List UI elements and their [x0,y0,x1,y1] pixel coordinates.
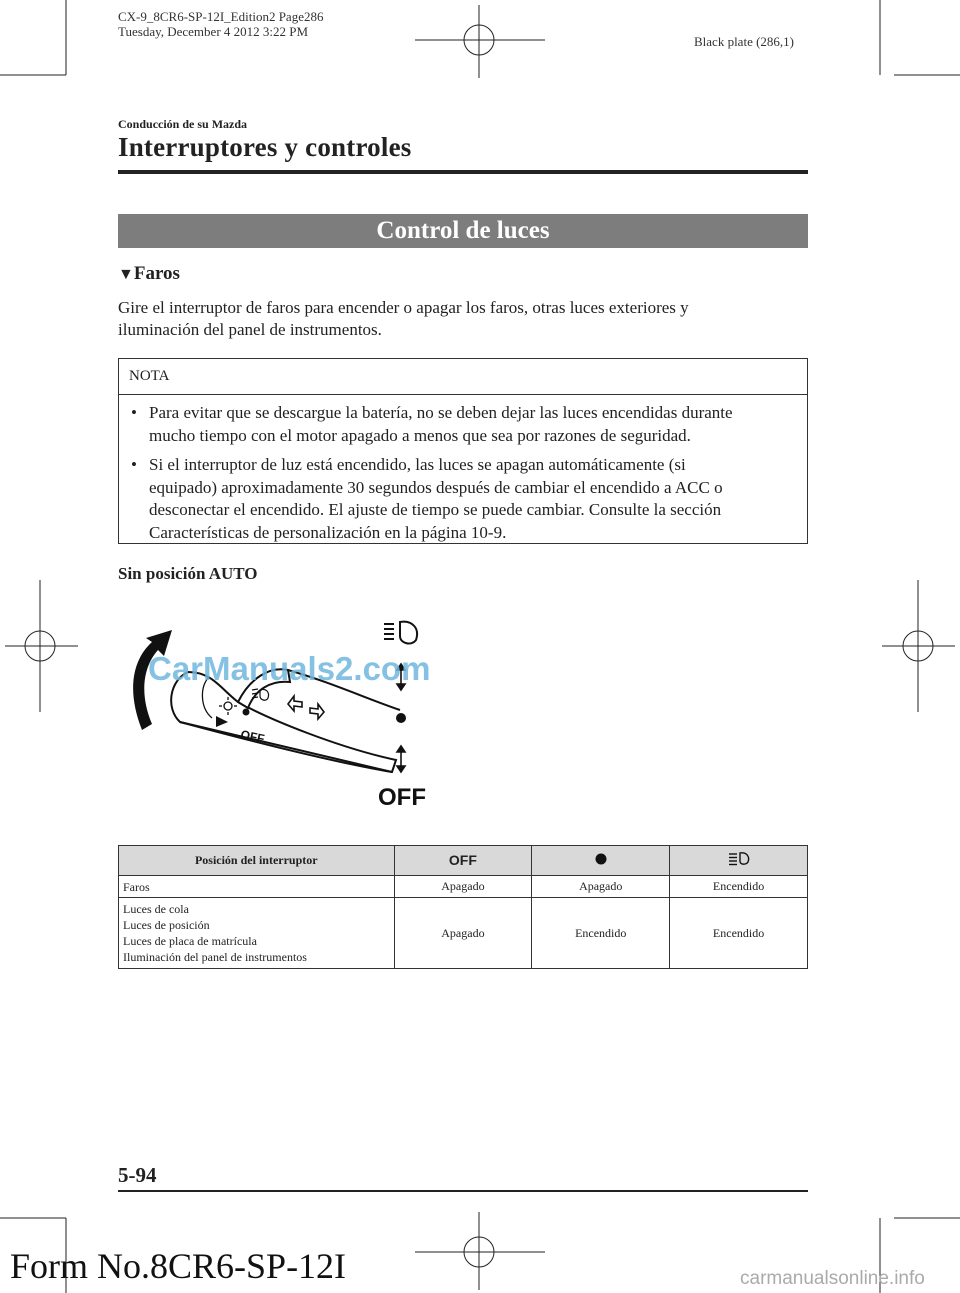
black-plate-label: Black plate (286,1) [694,34,794,49]
print-job-header [118,9,323,39]
note-item-line: mucho tiempo con el motor apagado a menos que sea por razones de seguridad. [149,425,691,445]
table-cell: Encendido [670,876,808,898]
table-header-headlight [670,846,808,876]
table-cell: Apagado [394,876,532,898]
intro-paragraph [118,297,808,341]
page-number: 5-94 [118,1163,157,1187]
table-row [119,876,808,898]
intro-line: Gire el interruptor de faros para encender o apagar los faros, otras luces exteriores y [118,298,689,317]
stalk-body [171,672,396,772]
note-item-line: Características de personalización en la página 10-9. [149,522,507,542]
table-row-label-line: Luces de posición [123,918,210,932]
note-divider [119,394,807,395]
subheading [118,263,180,285]
note-item-line: equipado) aproximadamente 30 segundos después de cambiar el encendido a ACC o [149,477,723,497]
note-item-line: Si el interruptor de luz está encendido, las luces se apagan automáticamente (si [149,455,686,474]
bullet-icon: • [131,403,137,422]
section-banner: Control de luces [118,214,808,248]
print-job-line1: CX-9_8CR6-SP-12I_Edition2 Page286 [118,9,324,24]
headlight-icon [727,851,751,867]
footer-rule [118,1190,808,1192]
position-arrow-icon [397,746,405,772]
triangle-marker-icon: ▼ [118,266,134,283]
off-label: OFF [448,852,477,868]
chapter-title: Interruptores y controles [118,132,412,162]
print-job-line2: Tuesday, December 4 2012 3:22 PM [118,24,309,39]
chapter-rule [118,170,808,174]
headlight-icon [384,622,417,644]
table-row-label [119,898,395,969]
dot-icon [396,713,406,723]
double-arrow-icon [288,696,324,719]
form-number: Form No.8CR6-SP-12I [10,1246,347,1286]
table-cell: Encendido [532,898,670,969]
section-label: Conducción de su Mazda [118,117,248,131]
table-row-label: Faros [119,876,395,898]
watermark: CarManuals2.com [148,650,431,687]
site-footer: carmanualsonline.info [740,1268,925,1289]
note-item [131,454,797,544]
table-cell: Apagado [532,876,670,898]
table-row-label-line: Luces de placa de matrícula [123,934,257,948]
note-item-line: Para evitar que se descargue la batería, no se deben dejar las luces encendidas durante [149,403,733,422]
note-item [131,402,797,447]
note-box [118,358,808,544]
stalk-off-label: OFF [239,727,266,746]
table-row-label-line: Luces de cola [123,902,189,916]
intro-line: iluminación del panel de instrumentos. [118,320,382,339]
table-row-label-line: Iluminación del panel de instrumentos [123,950,307,964]
table-header-row [119,846,808,876]
table-header-off [394,846,532,876]
table-header-cell: Posición del interruptor [119,846,395,876]
position-off-label: OFF [378,784,426,811]
table-header-parking [532,846,670,876]
dot-icon [594,852,608,866]
table-cell: Apagado [394,898,532,969]
table-row [119,898,808,969]
subheading-text: Faros [133,263,180,284]
note-item-line: desconectar el encendido. El ajuste de tiempo se puede cambiar. Consulte la sección [149,500,722,519]
headlight-switch-diagram [120,600,450,815]
diagram-caption: Sin posición AUTO [118,564,258,583]
table-cell: Encendido [670,898,808,969]
bullet-icon: • [131,455,137,474]
dot-icon [243,709,250,716]
switch-position-table [118,845,808,969]
note-title: NOTA [129,368,170,384]
